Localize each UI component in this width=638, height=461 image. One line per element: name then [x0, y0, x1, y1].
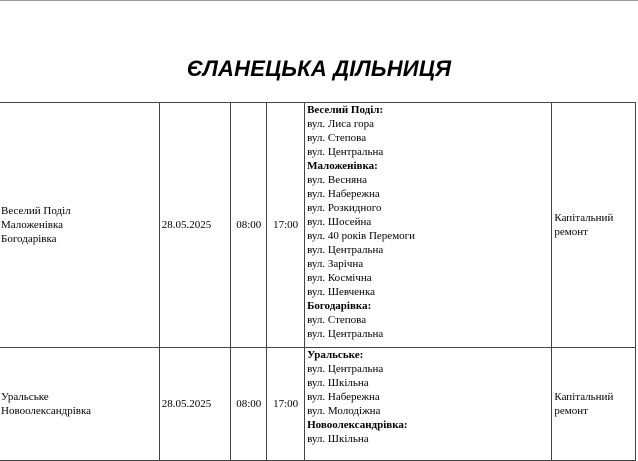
- table-row: [0, 103, 636, 348]
- street-line: вул. Зарічна: [307, 258, 364, 270]
- street-line: вул. Лиса гора: [307, 118, 375, 130]
- streets-cell: [305, 348, 552, 461]
- outage-schedule-table: [0, 102, 636, 461]
- street-line: вул. Степова: [307, 132, 367, 144]
- work-type-cell: [552, 348, 636, 461]
- date-cell: 28.05.2025: [159, 348, 231, 461]
- street-line: вул. 40 років Перемоги: [307, 230, 416, 242]
- street-line: Маложенівка:: [307, 160, 378, 172]
- locations-cell: [0, 103, 159, 348]
- work-type-text: ремонт: [554, 226, 588, 238]
- street-line: вул. Центральна: [307, 146, 384, 158]
- location-name: Богодарівка: [1, 233, 57, 245]
- street-line: Новоолександрівка:: [307, 419, 408, 431]
- street-line: вул. Весняна: [307, 174, 367, 186]
- street-line: вул. Космічна: [307, 272, 372, 284]
- street-line: вул. Центральна: [307, 363, 384, 375]
- page-title: ЄЛАНЕЦЬКА ДІЛЬНИЦЯ: [186, 56, 452, 81]
- street-line: вул. Центральна: [307, 328, 384, 340]
- start-time-cell: 08:00: [231, 348, 267, 461]
- end-time-cell: 17:00: [267, 103, 305, 348]
- street-line: вул. Набережна: [307, 391, 380, 403]
- street-line: вул. Центральна: [307, 244, 384, 256]
- street-line: Богодарівка:: [307, 300, 372, 312]
- location-name: Веселий Поділ: [1, 205, 71, 217]
- location-name: Уральське: [1, 391, 49, 403]
- work-type-cell: [552, 103, 636, 348]
- street-line: вул. Степова: [307, 314, 367, 326]
- schedule-body: [0, 103, 636, 461]
- table-row: [0, 348, 636, 461]
- start-time-cell: 08:00: [231, 103, 267, 348]
- street-line: вул. Шосейна: [307, 216, 372, 228]
- end-time-cell: 17:00: [267, 348, 305, 461]
- locations-cell: [0, 348, 159, 461]
- work-type-text: ремонт: [554, 405, 588, 417]
- street-line: вул. Шевченка: [307, 286, 376, 298]
- street-line: вул. Шкільна: [307, 377, 369, 389]
- street-line: вул. Набережна: [307, 188, 380, 200]
- streets-cell: [305, 103, 552, 348]
- work-type-text: Капітальний: [554, 212, 614, 224]
- street-line: вул. Розкидного: [307, 202, 382, 214]
- street-line: Уральське:: [307, 349, 364, 361]
- location-name: Новоолександрівка: [1, 405, 92, 417]
- date-cell: 28.05.2025: [159, 103, 231, 348]
- street-line: вул. Шкільна: [307, 433, 369, 445]
- street-line: вул. Молодіжна: [307, 405, 381, 417]
- street-line: Веселий Поділ:: [307, 104, 384, 116]
- work-type-text: Капітальний: [554, 391, 614, 403]
- top-divider: [0, 0, 638, 1]
- location-name: Маложенівка: [1, 219, 64, 231]
